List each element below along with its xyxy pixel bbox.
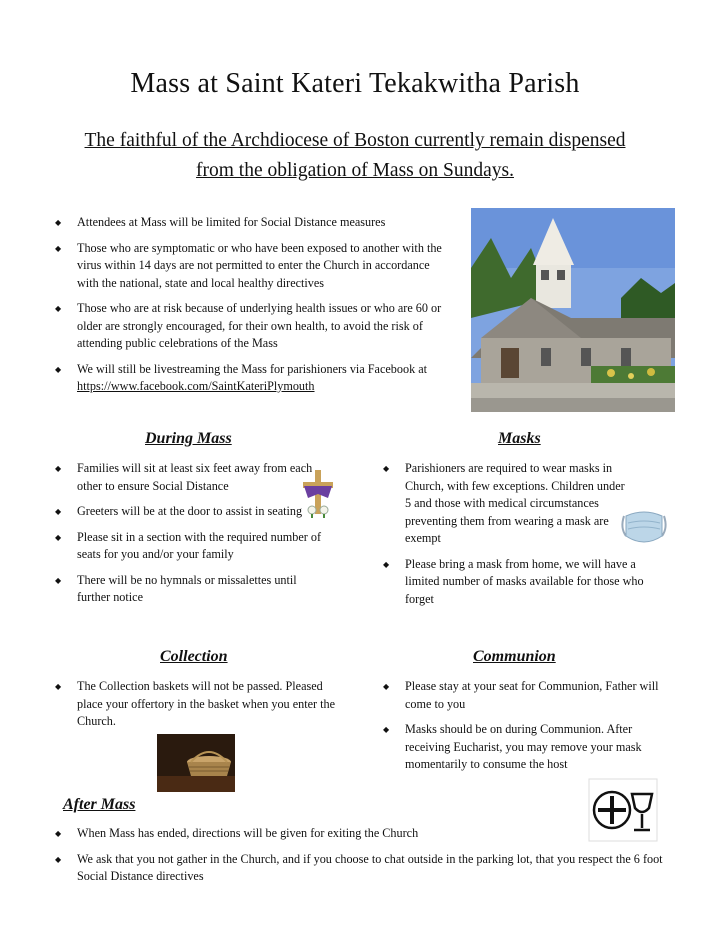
collection-heading: Collection	[160, 648, 228, 665]
church-photo	[471, 208, 675, 412]
list-item: ◆ Parishioners are required to wear masks in Church, with few exceptions. Children under 5 and those with medical circumstances preventing them from wearing a mask are exempt	[383, 460, 658, 548]
subtitle: The faithful of the Archdiocese of Boston currently remain dispensed from the obligation of Mass on Sundays.	[84, 130, 626, 181]
during-mass-list	[55, 460, 325, 615]
list-item: ◆ We ask that you not gather in the Church, and if you choose to chat outside in the parking lot, that you respect the 6 foot Social Distance directives	[55, 851, 665, 886]
list-item: ◆ Please sit in a section with the required number of seats for you and/or your family	[55, 529, 325, 564]
list-item: ◆ Please stay at your seat for Communion, Father will come to you	[383, 678, 663, 713]
list-item: ◆ Those who are symptomatic or who have been exposed to another with the virus within 14 days are not permitted to enter the Church in accordance with the national, state and local healthy directives	[55, 240, 450, 293]
basket-photo	[157, 734, 235, 792]
after-mass-heading: After Mass	[63, 796, 136, 813]
during-mass-heading: During Mass	[145, 430, 232, 447]
list-item: ◆ We will still be livestreaming the Mass for parishioners via Facebook at https://www.facebook.com/SaintKateriPlymouth	[55, 361, 450, 396]
face-mask-icon	[616, 506, 672, 550]
collection-list	[55, 678, 340, 739]
list-item: ◆ Masks should be on during Communion. After receiving Eucharist, you may remove your mask momentarily to consume the host	[383, 721, 663, 774]
page-title: Mass at Saint Kateri Tekakwitha Parish	[130, 68, 580, 99]
list-item: ◆ Attendees at Mass will be limited for Social Distance measures	[55, 214, 450, 232]
list-item: ◆ Please bring a mask from home, we will have a limited number of masks available for those who forget	[383, 556, 658, 609]
list-item: ◆ Those who are at risk because of underlying health issues or who are 60 or older are strongly encouraged, for their own health, to avoid the risk of attending public celebrations of the Mass	[55, 300, 450, 353]
list-item: ◆ The Collection baskets will not be passed. Pleased place your offertory in the basket when you enter the Church.	[55, 678, 340, 731]
list-item: ◆ Greeters will be at the door to assist in seating	[55, 503, 325, 521]
communion-list	[383, 678, 663, 782]
list-item: ◆ When Mass has ended, directions will be given for exiting the Church	[55, 825, 665, 843]
masks-heading: Masks	[498, 430, 541, 447]
cross-lilies-icon	[298, 468, 338, 518]
list-item: ◆ There will be no hymnals or missalettes until further notice	[55, 572, 325, 607]
after-mass-list	[55, 825, 665, 894]
list-item: ◆ Families will sit at least six feet away from each other to ensure Social Distance	[55, 460, 325, 495]
intro-list	[55, 214, 450, 404]
communion-heading: Communion	[473, 648, 556, 665]
facebook-link[interactable]: https://www.facebook.com/SaintKateriPlymouth	[77, 379, 315, 393]
